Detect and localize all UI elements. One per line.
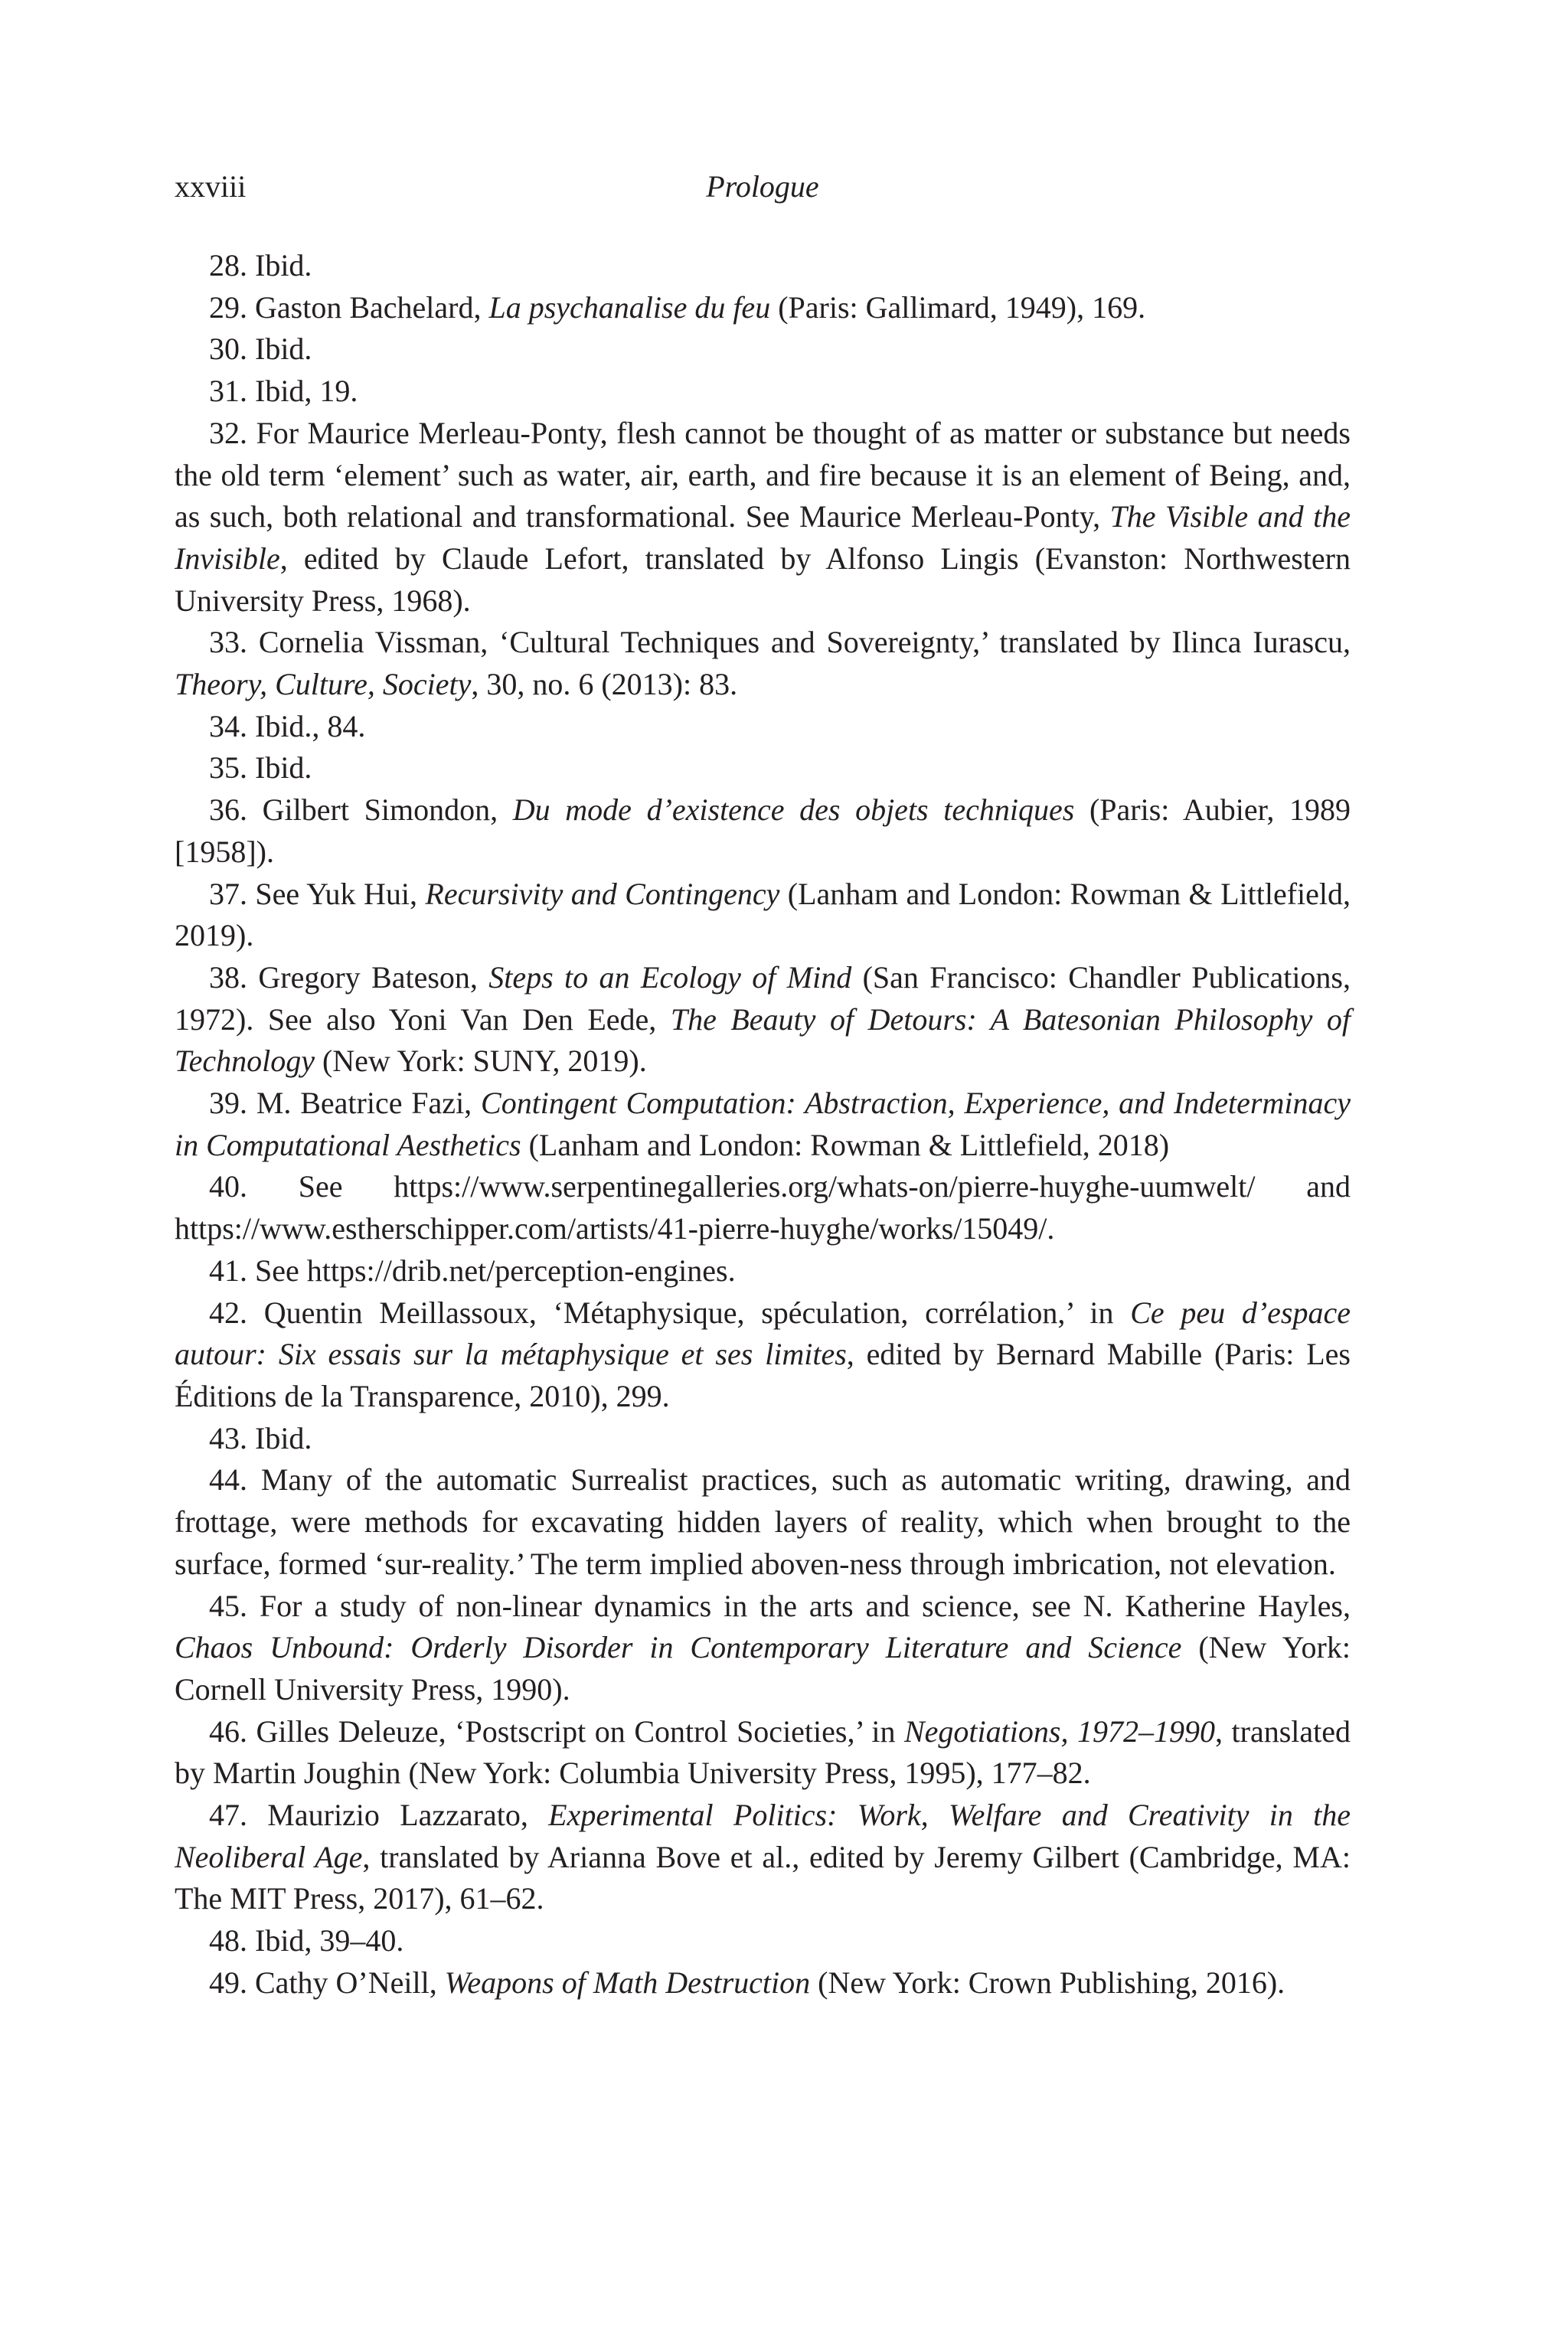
endnote-28	[175, 245, 1351, 287]
endnote-text: Gaston Bachelard,	[255, 289, 489, 325]
endnote-text: (New York: SUNY, 2019).	[314, 1044, 647, 1079]
endnote-title: Recursivity and Contingency	[425, 876, 780, 911]
endnote-number: 40.	[209, 1169, 247, 1204]
endnote-text: Ibid., 84.	[255, 708, 366, 743]
endnote-text: (Lanham and London: Rowman & Littlefield, 2019).	[175, 876, 1351, 953]
endnote-title: Weapons of Math Destruction	[444, 1965, 811, 2000]
endnote-text: Quentin Meillassoux, ‘Métaphysique, spéculation, corrélation,’ in	[263, 1295, 1131, 1330]
endnote-number: 34.	[209, 708, 247, 743]
endnote-title: Negotiations, 1972–1990	[904, 1713, 1215, 1749]
endnote-text: Ibid.	[255, 750, 312, 786]
endnote-text: Cathy O’Neill,	[255, 1965, 445, 2000]
endnote-42	[175, 1292, 1351, 1418]
endnote-text: For a study of non-linear dynamics in the arts and science, see N. Katherine Hayles,	[259, 1588, 1351, 1623]
endnote-text: Cornelia Vissman, ‘Cultural Techniques and Sovereignty,’ translated by Ilinca Iurascu,	[258, 625, 1351, 660]
endnote-text: , translated by Arianna Bove et al., edited by Jeremy Gilbert (Cambridge, MA: The MIT Press, 2017), 61–62.	[175, 1839, 1351, 1916]
endnote-45	[175, 1586, 1351, 1711]
endnote-34	[175, 706, 1351, 748]
endnote-number: 43.	[209, 1420, 247, 1455]
endnote-text: Gregory Bateson,	[258, 959, 489, 995]
endnote-39	[175, 1083, 1351, 1166]
endnote-number: 45.	[209, 1588, 247, 1623]
endnote-title: The Visible and the Invisible	[175, 499, 1351, 576]
endnote-43	[175, 1418, 1351, 1460]
running-title: Prologue	[706, 169, 819, 204]
endnote-text: (San Francisco: Chandler Publications, 1972). See also Yoni Van Den Eede,	[175, 959, 1351, 1037]
endnote-text: (Paris: Aubier, 1989 [1958]).	[175, 792, 1351, 869]
endnote-number: 49.	[209, 1965, 247, 2000]
endnote-title: Experimental Politics: Work, Welfare and Creativity in the Neoliberal Age	[175, 1798, 1351, 1874]
endnote-41	[175, 1250, 1351, 1292]
endnote-29	[175, 287, 1351, 329]
endnote-35	[175, 747, 1351, 789]
endnote-number: 30.	[209, 332, 247, 367]
endnote-text: See Yuk Hui,	[255, 876, 426, 911]
endnote-text: , 30, no. 6 (2013): 83.	[471, 667, 738, 702]
endnote-47	[175, 1795, 1351, 1920]
endnote-number: 48.	[209, 1923, 247, 1958]
endnote-36	[175, 789, 1351, 873]
endnote-title: Steps to an Ecology of Mind	[488, 959, 852, 995]
endnote-title: Ce peu d’espace autour: Six essais sur la métaphysique et ses limites	[175, 1295, 1351, 1372]
endnote-30	[175, 328, 1351, 371]
page-number: xxviii	[175, 169, 247, 204]
endnote-text: For Maurice Merleau-Ponty, flesh cannot be thought of as matter or substance but needs the old term ‘element’ such as water, air, earth, and fire because it is an element of Being, and, as such, both relational and transformational. See Maurice Merleau-Ponty,	[175, 415, 1351, 534]
endnote-number: 42.	[209, 1295, 247, 1330]
endnote-text: Maurizio Lazzarato,	[267, 1798, 549, 1833]
endnote-44	[175, 1459, 1351, 1585]
endnote-text: Ibid, 39–40.	[255, 1923, 404, 1958]
endnote-text: Ibid, 19.	[255, 374, 358, 409]
endnote-text: M. Beatrice Fazi,	[256, 1086, 482, 1121]
endnote-46	[175, 1711, 1351, 1795]
endnotes-list	[175, 245, 1351, 2004]
endnote-text: Ibid.	[255, 332, 312, 367]
endnote-number: 33.	[209, 625, 247, 660]
endnote-number: 47.	[209, 1798, 247, 1833]
endnote-title: La psychanalise du feu	[488, 289, 771, 325]
endnote-text: (New York: Cornell University Press, 1990).	[175, 1630, 1351, 1707]
endnote-number: 31.	[209, 374, 247, 409]
endnote-number: 41.	[209, 1253, 247, 1288]
running-head	[175, 164, 1351, 210]
endnote-33	[175, 622, 1351, 705]
endnote-text: Ibid.	[255, 248, 312, 283]
endnote-text: , edited by Claude Lefort, translated by Alfonso Lingis (Evanston: Northwestern University Press, 1968).	[175, 541, 1351, 618]
endnote-48	[175, 1920, 1351, 1962]
endnote-text: (Paris: Gallimard, 1949), 169.	[770, 289, 1146, 325]
endnote-text: Gilles Deleuze, ‘Postscript on Control Societies,’ in	[256, 1713, 904, 1749]
endnote-32	[175, 413, 1351, 622]
endnote-text: , translated by Martin Joughin (New York: Columbia University Press, 1995), 177–82.	[175, 1713, 1351, 1791]
endnote-title: The Beauty of Detours: A Batesonian Philosophy of Technology	[175, 1001, 1351, 1079]
endnote-text: (New York: Crown Publishing, 2016).	[810, 1965, 1285, 2000]
endnote-number: 32.	[209, 415, 247, 450]
endnote-title: Contingent Computation: Abstraction, Experience, and Indeterminacy in Computational Aesthetics	[175, 1086, 1351, 1162]
endnote-37	[175, 874, 1351, 957]
endnote-text: See https://www.serpentinegalleries.org/whats-on/pierre-huyghe-uumwelt/ and https://www.estherschipper.com/artists/41-pierre-huyghe/works/15049/.	[175, 1169, 1351, 1246]
endnote-number: 35.	[209, 750, 247, 786]
endnote-number: 38.	[209, 959, 247, 995]
endnote-number: 28.	[209, 248, 247, 283]
endnote-49	[175, 1962, 1351, 2004]
endnote-number: 37.	[209, 876, 247, 911]
endnote-number: 44.	[209, 1462, 247, 1498]
endnote-text: (Lanham and London: Rowman & Littlefield, 2018)	[521, 1127, 1170, 1162]
endnote-number: 36.	[209, 792, 247, 828]
endnote-title: Chaos Unbound: Orderly Disorder in Contemporary Literature and Science	[175, 1630, 1182, 1665]
endnote-title: Theory, Culture, Society	[175, 667, 472, 702]
endnote-31	[175, 371, 1351, 413]
endnote-text: See https://drib.net/perception-engines.	[255, 1253, 736, 1288]
endnote-38	[175, 957, 1351, 1083]
endnote-number: 29.	[209, 289, 247, 325]
endnote-text: , edited by Bernard Mabille (Paris: Les Éditions de la Transparence, 2010), 299.	[175, 1337, 1351, 1413]
endnote-text: Many of the automatic Surrealist practices, such as automatic writing, drawing, and frottage, were methods for excavating hidden layers of reality, which when brought to the surface, formed ‘sur-reality.’ The term implied aboven-ness through imbrication, not elevation.	[175, 1462, 1351, 1581]
endnote-text: Ibid.	[255, 1420, 312, 1455]
endnote-text: Gilbert Simondon,	[262, 792, 513, 828]
endnote-title: Du mode d’existence des objets techniques	[512, 792, 1075, 828]
endnote-40	[175, 1166, 1351, 1250]
endnote-number: 39.	[209, 1086, 247, 1121]
endnote-number: 46.	[209, 1713, 247, 1749]
